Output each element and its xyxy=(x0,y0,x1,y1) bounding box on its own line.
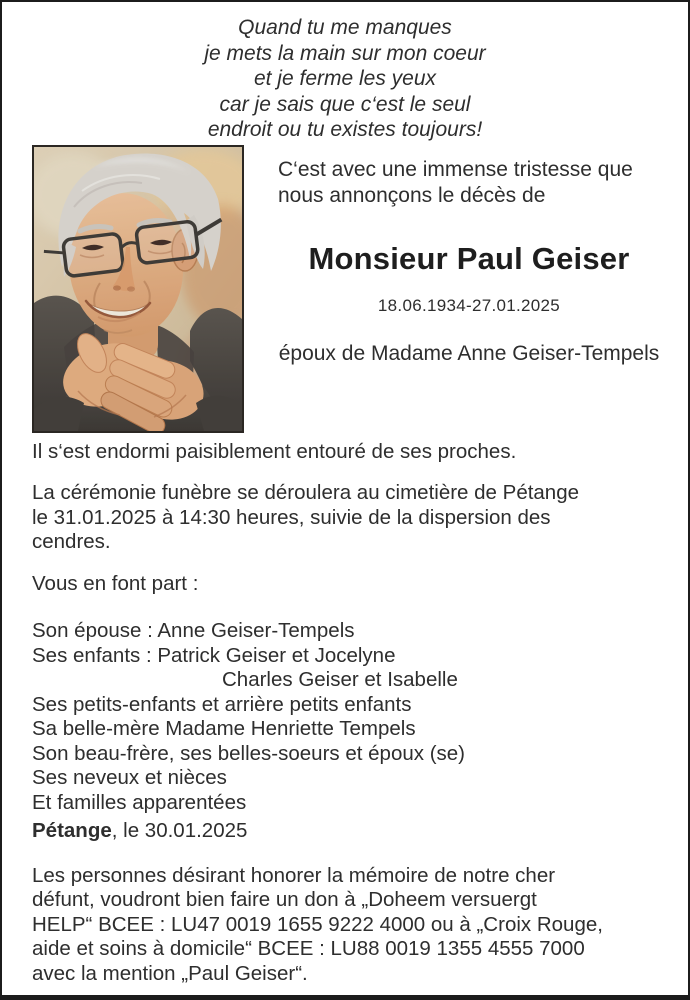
place-name: Pétange xyxy=(32,819,112,842)
ceremony-line: le 31.01.2025 à 14:30 heures, suivie de la dispersion des xyxy=(32,505,551,529)
passing-note: Il s‘est endormi paisiblement entouré de ses proches. xyxy=(32,439,517,463)
family-line: Son épouse : Anne Geiser-Tempels xyxy=(32,619,355,642)
portrait-photo xyxy=(32,145,244,433)
donation-line: aide et soins à domicile“ BCEE : LU88 0019 1355 4555 7000 xyxy=(32,937,585,960)
poem-line: je mets la main sur mon coeur xyxy=(204,41,486,65)
ceremony-line: cendres. xyxy=(32,530,111,553)
deceased-name: Monsieur Paul Geiser xyxy=(308,240,630,276)
place-date-line xyxy=(32,819,664,844)
family-line: Ses petits-enfants et arrière petits enfants xyxy=(32,692,412,716)
donation-line: défunt, voudront bien faire un don à „Doheem versuergt xyxy=(32,888,537,911)
place-date-rest: , le 30.01.2025 xyxy=(111,819,248,842)
portrait-and-announcement-row xyxy=(2,145,688,433)
family-line: Charles Geiser et Isabelle xyxy=(222,668,458,691)
announcement-intro-line: nous annonçons le décès de xyxy=(278,183,546,207)
family-line: Et familles apparentées xyxy=(32,790,247,814)
elderly-man-portrait-illustration xyxy=(34,147,242,431)
announcers-header: Vous en font part : xyxy=(32,571,199,595)
announcement-column xyxy=(262,145,676,433)
poem-line: endroit ou tu existes toujours! xyxy=(207,118,483,141)
donation-line: avec la mention „Paul Geiser“. xyxy=(32,961,308,985)
ceremony-line: La cérémonie funèbre se déroulera au cimetière de Pétange xyxy=(32,481,580,504)
ceremony-details xyxy=(32,481,664,555)
life-dates: 18.06.1934-27.01.2025 xyxy=(377,295,561,315)
poem-line: et je ferme les yeux xyxy=(253,67,437,90)
family-line: Ses neveux et nièces xyxy=(32,766,227,789)
poem-line: car je sais que c‘est le seul xyxy=(219,92,471,116)
spouse-line: époux de Madame Anne Geiser-Tempels xyxy=(278,341,660,365)
donation-line: Les personnes désirant honorer la mémoire de notre cher xyxy=(32,863,556,887)
family-line: Sa belle-mère Madame Henriette Tempels xyxy=(32,717,416,740)
family-list xyxy=(32,619,664,815)
family-line: Ses enfants : Patrick Geiser et Jocelyne xyxy=(32,643,396,667)
donation-note xyxy=(32,864,664,987)
memorial-poem xyxy=(2,15,688,143)
announcement-intro-line: C‘est avec une immense tristesse que xyxy=(278,157,633,181)
donation-line: HELP“ BCEE : LU47 0019 1655 9222 4000 ou à „Croix Rouge, xyxy=(32,912,603,936)
notice-body xyxy=(32,440,664,987)
poem-line: Quand tu me manques xyxy=(238,16,452,39)
announcement-intro xyxy=(262,157,676,209)
family-line: Son beau-frère, ses belles-soeurs et époux (se) xyxy=(32,741,466,765)
